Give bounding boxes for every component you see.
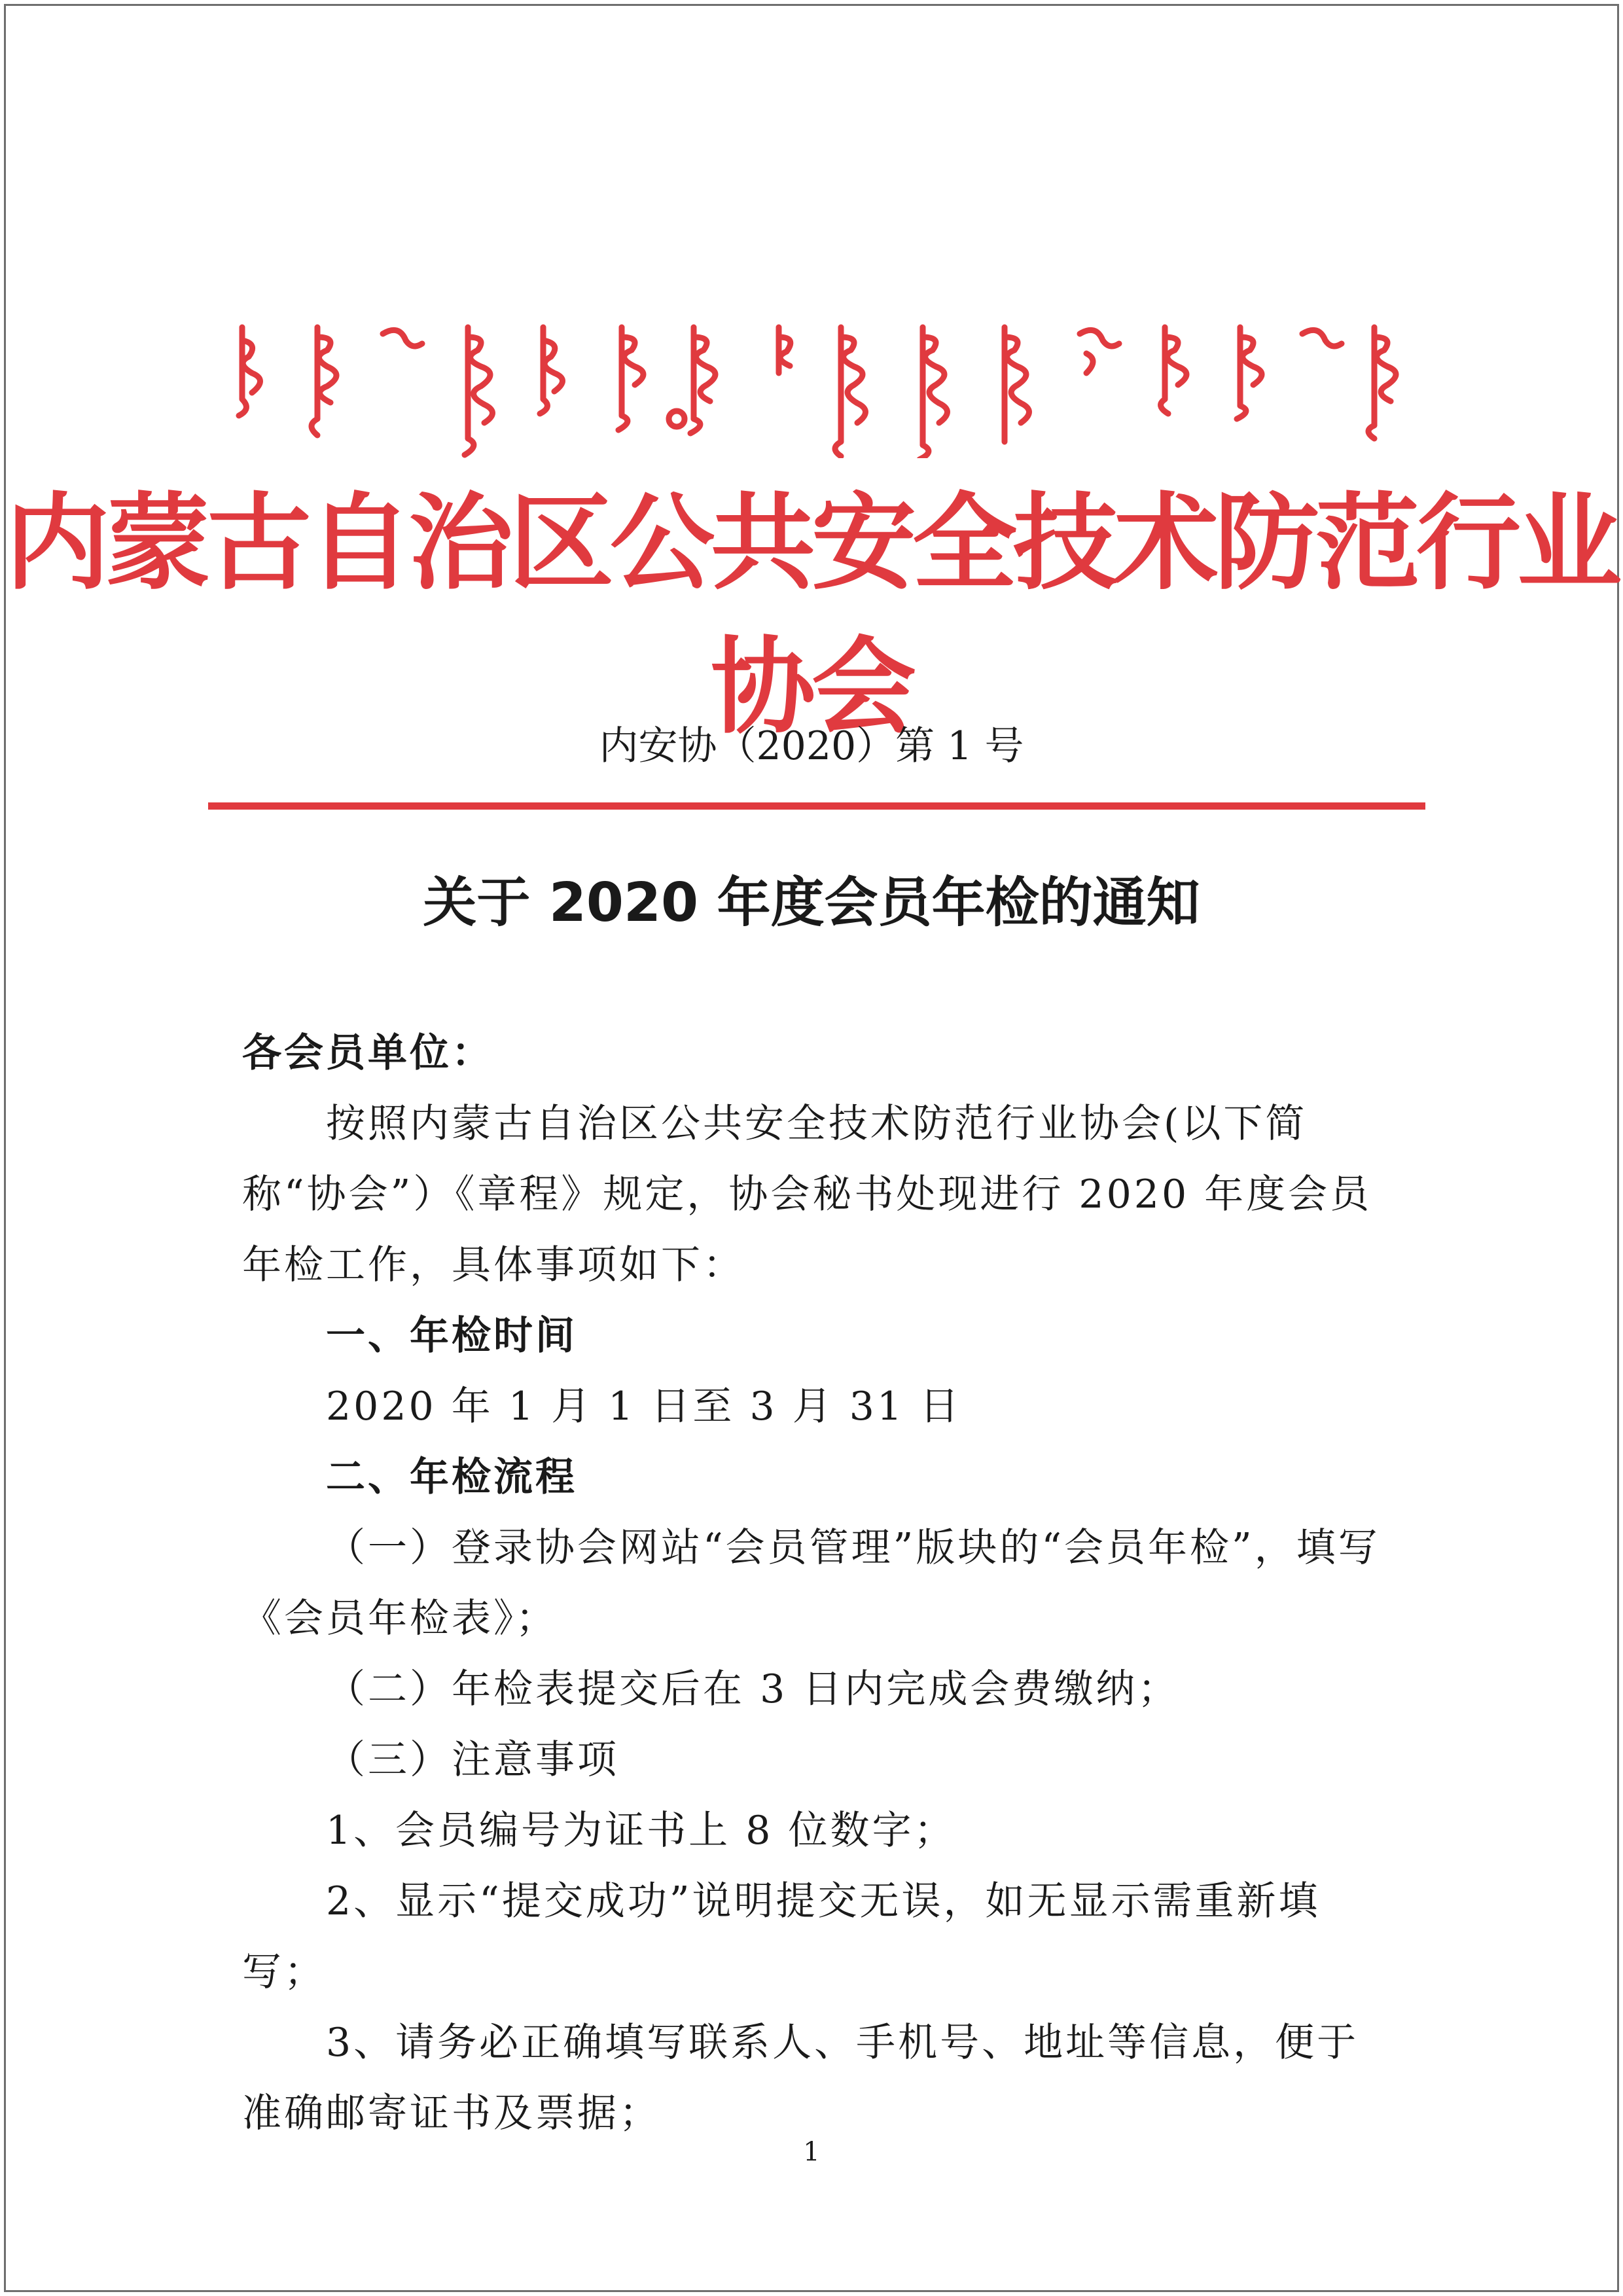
page-number: 1 — [803, 2137, 820, 2167]
section-1-text: 2020 年 1 月 1 日至 3 月 31 日 — [326, 1384, 962, 1429]
note-2: 2、显示“提交成功”说明提交无误，如无显示需重新填写； — [242, 1878, 1321, 1995]
step-3: （三）注意事项 — [326, 1737, 619, 1783]
intro-paragraph: 按照内蒙古自治区公共安全技术防范行业协会(以下简称“协会”）《章程》规定，协会秘书处现进行 2020 年度会员年检工作，具体事项如下： — [242, 1101, 1372, 1288]
mongolian-script-header — [216, 314, 1414, 458]
section-2-heading: 二、年检流程 — [326, 1454, 577, 1500]
section-1-heading: 一、年检时间 — [326, 1313, 577, 1359]
step-1: （一）登录协会网站“会员管理”版块的“会员年检”，填写《会员年检表》； — [242, 1525, 1380, 1641]
organization-name: 内蒙古自治区公共安全技术防范行业协会 — [5, 482, 1618, 748]
mongolian-script-graphic — [216, 314, 1414, 458]
note-1: 1、会员编号为证书上 8 位数字； — [326, 1808, 956, 1854]
document-number: 内安协（2020）第 1 号 — [599, 723, 1024, 769]
notice-body — [242, 1018, 1400, 2149]
red-divider — [208, 802, 1425, 810]
notice-title: 关于 2020 年度会员年检的通知 — [423, 872, 1200, 934]
step-2: （二）年检表提交后在 3 日内完成会费缴纳； — [326, 1666, 1180, 1712]
note-3: 3、请务必正确填写联系人、手机号、地址等信息，便于准确邮寄证书及票据； — [242, 2020, 1359, 2136]
salutation: 各会员单位： — [242, 1030, 493, 1076]
